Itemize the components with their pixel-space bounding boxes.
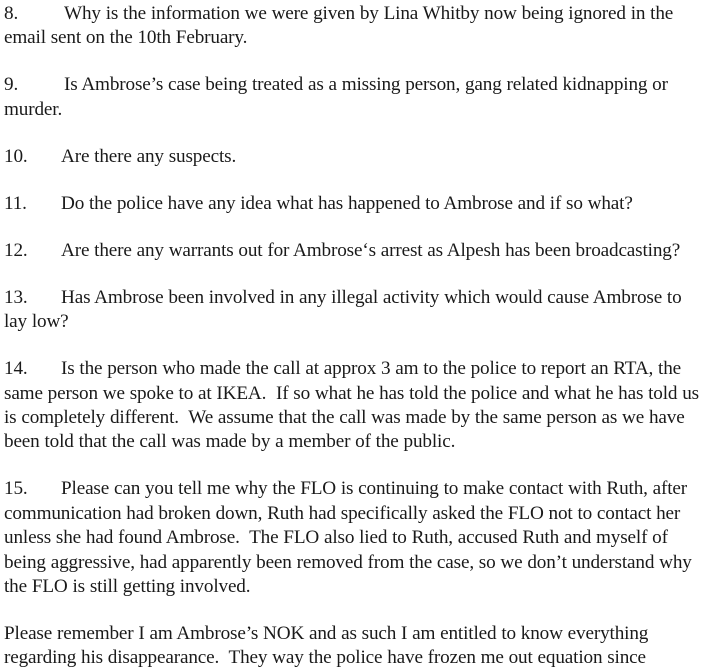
item-number: 15. [4, 478, 28, 500]
item-text: Please can you tell me why the FLO is continuing to make contact with Ruth, after communication had broken down, Ruth had specifically asked the FLO not to contact her unless she had found Ambrose. The FLO also lied to Ruth, accused Ruth and myself of being aggressive, had apparently been removed from the case, so we don’t understand why the FLO is still getting involved. [4, 478, 697, 598]
question-item-13 [4, 286, 704, 335]
item-text: Has Ambrose been involved in any illegal activity which would cause Ambrose to lay low? [4, 286, 682, 333]
document-page [4, 2, 704, 671]
question-item-15 [4, 477, 704, 599]
closing-paragraph: Please remember I am Ambrose’s NOK and as such I am entitled to know everything regarding his disappearance. They way the police have frozen me out equation since [4, 623, 654, 669]
item-text: Why is the information we were given by Lina Whitby now being ignored in the email sent on the 10th February. [4, 3, 674, 49]
item-text: Are there any suspects. [61, 145, 237, 167]
item-number: 12. [4, 239, 28, 261]
item-number: 10. [4, 145, 28, 167]
item-text: Is the person who made the call at approx 3 am to the police to report an RTA, the same person we spoke to at IKEA. If so what he has told the police and what he has told us is completely different. We assume that the call was made by the same person as we have been told that the call was made by a member of the public. [4, 358, 704, 453]
item-number: 8. [4, 3, 19, 24]
question-item-9 [4, 73, 704, 122]
question-item-10 [4, 145, 704, 169]
item-number: 9. [4, 74, 19, 96]
item-number: 13. [4, 286, 28, 308]
item-text: Are there any warrants out for Ambrose‘s arrest as Alpesh has been broadcasting? [61, 239, 681, 261]
item-number: 11. [4, 192, 27, 214]
question-item-11 [4, 192, 704, 216]
question-item-8 [4, 2, 704, 51]
item-text: Do the police have any idea what has happened to Ambrose and if so what? [61, 192, 633, 214]
item-text: Is Ambrose’s case being treated as a missing person, gang related kidnapping or murder. [4, 74, 668, 120]
question-item-14 [4, 357, 704, 455]
question-item-12 [4, 239, 704, 263]
item-number: 14. [4, 358, 28, 380]
